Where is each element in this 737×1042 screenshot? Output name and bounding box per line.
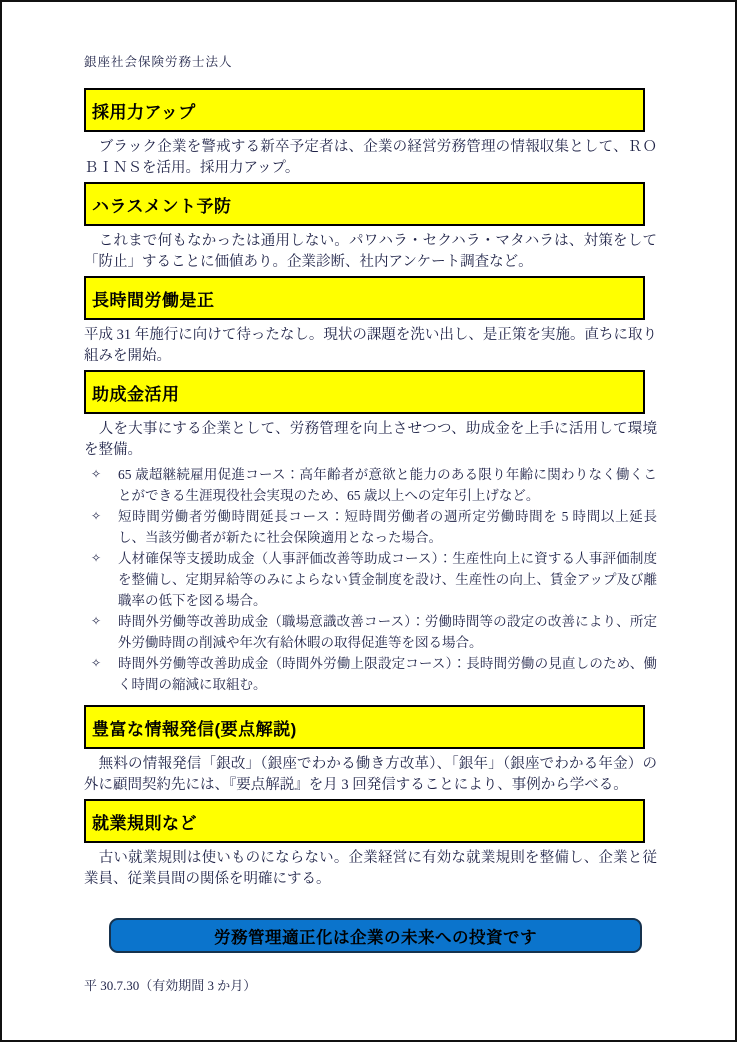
section-header-subsidy: [84, 370, 645, 414]
list-item-text: 短時間労働者労働時間延長コース：短時間労働者の週所定労働時間を 5 時間以上延長し、当該労働者が新たに社会保険適用となった場合。: [118, 509, 657, 545]
document-content: [2, 2, 735, 994]
diamond-bullet-icon: ✧: [91, 509, 102, 523]
list-item: [84, 506, 657, 548]
date-validity-note: 平 30.7.30（有効期間 3 か月）: [84, 978, 257, 993]
section-header-harassment: [84, 182, 645, 226]
list-item-text: 時間外労働等改善助成金（時間外労働上限設定コース）：長時間労働の見直しのため、働く時間の縮減に取組む。: [118, 656, 657, 692]
section-header-work-rules: [84, 799, 645, 843]
section-body: 人を大事にする企業として、労務管理を向上させつつ、助成金を上手に活用して環境を整備。: [84, 421, 657, 458]
section-body: これまで何もなかったは通用しない。パワハラ・セクハラ・マタハラは、対策をして「防止」することに価値あり。企業診断、社内アンケート調査など。: [84, 233, 657, 270]
section-body: ブラック企業を警戒する新卒予定者は、企業の経営労務管理の情報収集として、ＲＯＢＩＮＳを活用。採用力アップ。: [84, 139, 657, 176]
section-body: 古い就業規則は使いものにならない。企業経営に有効な就業規則を整備し、企業と従業員、従業員間の関係を明確にする。: [84, 850, 657, 887]
diamond-bullet-icon: ✧: [91, 551, 102, 565]
organization-name: 銀座社会保険労務士法人: [84, 55, 233, 69]
section-title: 長時間労働是正: [92, 290, 215, 310]
list-item: [84, 464, 657, 506]
slogan-banner: [109, 918, 642, 953]
list-item: [84, 653, 657, 695]
diamond-bullet-icon: ✧: [91, 614, 102, 628]
list-item-text: 時間外労働等改善助成金（職場意識改善コース）：労働時間等の設定の改善により、所定外労働時間の削減や年次有給休暇の取得促進等を図る場合。: [118, 614, 657, 650]
diamond-bullet-icon: ✧: [91, 467, 102, 481]
list-item-text: 人材確保等支援助成金（人事評価改善等助成コース）：生産性向上に資する人事評価制度を整備し、定期昇給等のみによらない賃金制度を設け、生産性の向上、賃金アップ及び離職率の低下を図る場合。: [118, 551, 657, 608]
section-subsidy: [84, 370, 657, 695]
slogan-banner-text: 労務管理適正化は企業の未来への投資です: [214, 928, 537, 947]
list-item: [84, 611, 657, 653]
section-title: 採用力アップ: [92, 102, 196, 122]
section-header-information: [84, 705, 645, 749]
section-recruiting: [84, 88, 657, 179]
section-header-recruiting: [84, 88, 645, 132]
section-long-hours: [84, 276, 657, 367]
section-body: 平成 31 年施行に向けて待ったなし。現状の課題を洗い出し、是正策を実施。直ちに取り組みを開始。: [84, 327, 657, 364]
section-title: 就業規則など: [92, 813, 197, 833]
list-item-text: 65 歳超継続雇用促進コース：高年齢者が意欲と能力のある限り年齢に関わりなく働くことができる生涯現役社会実現のため、65 歳以上への定年引上げなど。: [118, 467, 657, 503]
section-header-long-hours: [84, 276, 645, 320]
section-title: 豊富な情報発信(要点解説): [92, 719, 297, 739]
section-harassment: [84, 182, 657, 273]
subsidy-bullet-list: [84, 464, 657, 695]
section-title: ハラスメント予防: [92, 196, 232, 216]
section-body: 無料の情報発信「銀改」（銀座でわかる働き方改革）、「銀年」（銀座でわかる年金）の外に顧問契約先には、『要点解説』を月 3 回発信することにより、事例から学べる。: [84, 756, 657, 793]
section-work-rules: [84, 799, 657, 890]
section-information: [84, 705, 657, 796]
list-item: [84, 548, 657, 611]
section-title: 助成金活用: [92, 384, 180, 404]
diamond-bullet-icon: ✧: [91, 656, 102, 670]
